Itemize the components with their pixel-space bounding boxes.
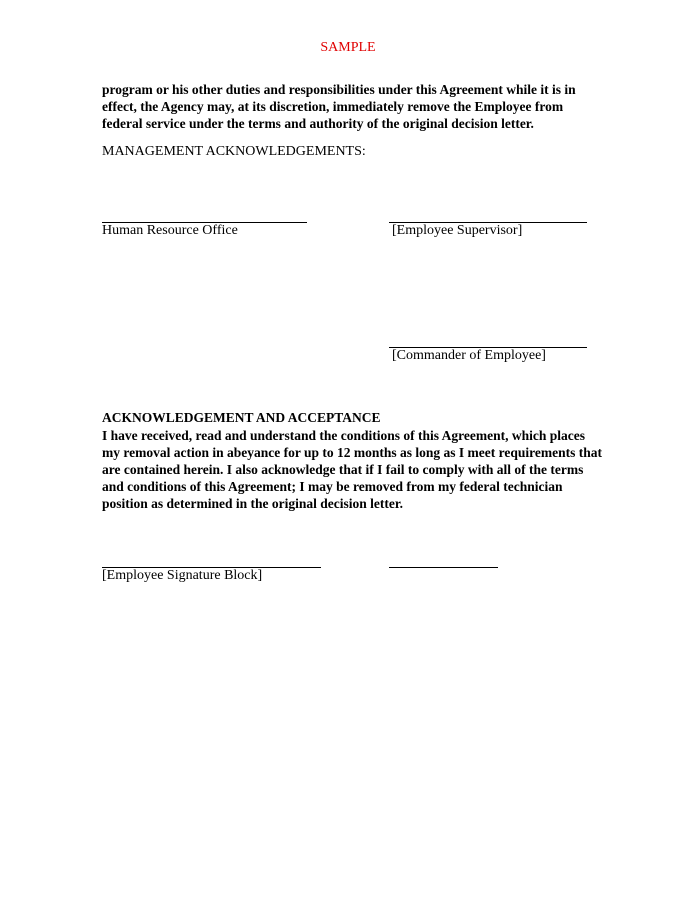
sample-watermark-header: SAMPLE: [320, 40, 376, 55]
supervisor-label: [Employee Supervisor]: [392, 223, 523, 238]
commander-label: [Commander of Employee]: [392, 348, 546, 363]
hr-office-label: Human Resource Office: [102, 223, 238, 238]
acknowledgement-paragraph: I have received, read and understand the conditions of this Agreement, which places my removal action in abeyance for up to 12 months as long as I meet requirements that are contained herein. I also acknowledge that if I fail to comply with all of the terms and conditions of this Agreement; I may be removed from my federal technician position as determined in the original decision letter.: [102, 428, 602, 511]
management-acknowledgements-heading: MANAGEMENT ACKNOWLEDGEMENTS:: [102, 144, 366, 159]
agreement-paragraph: program or his other duties and responsibilities under this Agreement while it is in effect, the Agency may, at its discretion, immediately remove the Employee from federal service under the terms and authority of the original decision letter.: [102, 82, 576, 131]
date-line: [389, 567, 498, 568]
employee-signature-label: [Employee Signature Block]: [102, 568, 263, 583]
acknowledgement-heading: ACKNOWLEDGEMENT AND ACCEPTANCE: [102, 410, 381, 425]
